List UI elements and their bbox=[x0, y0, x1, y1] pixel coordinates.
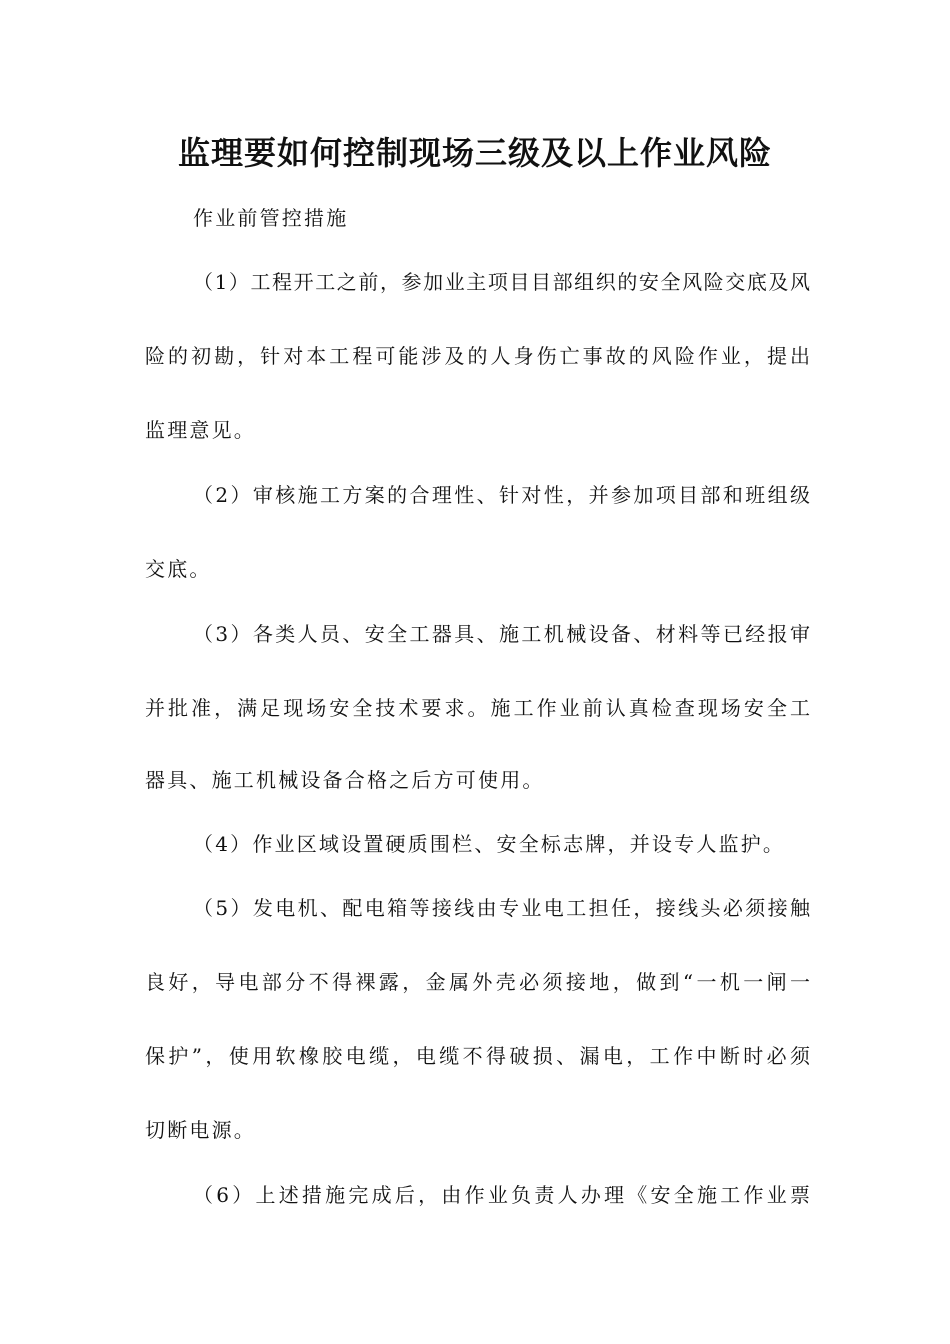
paragraph-line: （5）发电机、配电箱等接线由专业电工担任，接线头必须接触 bbox=[193, 896, 810, 920]
paragraph-line: （6）上述措施完成后，由作业负责人办理《安全施工作业票 bbox=[193, 1183, 810, 1207]
paragraph-line: 良好，导电部分不得裸露，金属外壳必须接地，做到“一机一闸一 bbox=[145, 970, 810, 994]
paragraph-line: （1）工程开工之前，参加业主项目目部组织的安全风险交底及风 bbox=[193, 270, 810, 294]
paragraph-line: 险的初勘，针对本工程可能涉及的人身伤亡事故的风险作业，提出 bbox=[145, 344, 810, 368]
paragraph-line: 切断电源。 bbox=[145, 1118, 256, 1142]
paragraph-line: （3）各类人员、安全工器具、施工机械设备、材料等已经报审 bbox=[193, 622, 810, 646]
paragraph-line: （4）作业区域设置硬质围栏、安全标志牌，并设专人监护。 bbox=[193, 832, 786, 856]
paragraph-line: 器具、施工机械设备合格之后方可使用。 bbox=[145, 768, 545, 792]
page-title: 监理要如何控制现场三级及以上作业风险 bbox=[177, 134, 772, 172]
paragraph-line: 监理意见。 bbox=[145, 418, 256, 442]
paragraph-line: 并批准，满足现场安全技术要求。施工作业前认真检查现场安全工 bbox=[145, 696, 810, 720]
paragraph-line: （2）审核施工方案的合理性、针对性，并参加项目部和班组级 bbox=[193, 483, 810, 507]
section-heading: 作业前管控措施 bbox=[193, 206, 349, 230]
paragraph-line: 交底。 bbox=[145, 557, 212, 581]
paragraph-line: 保护”，使用软橡胶电缆，电缆不得破损、漏电，工作中断时必须 bbox=[145, 1044, 810, 1068]
